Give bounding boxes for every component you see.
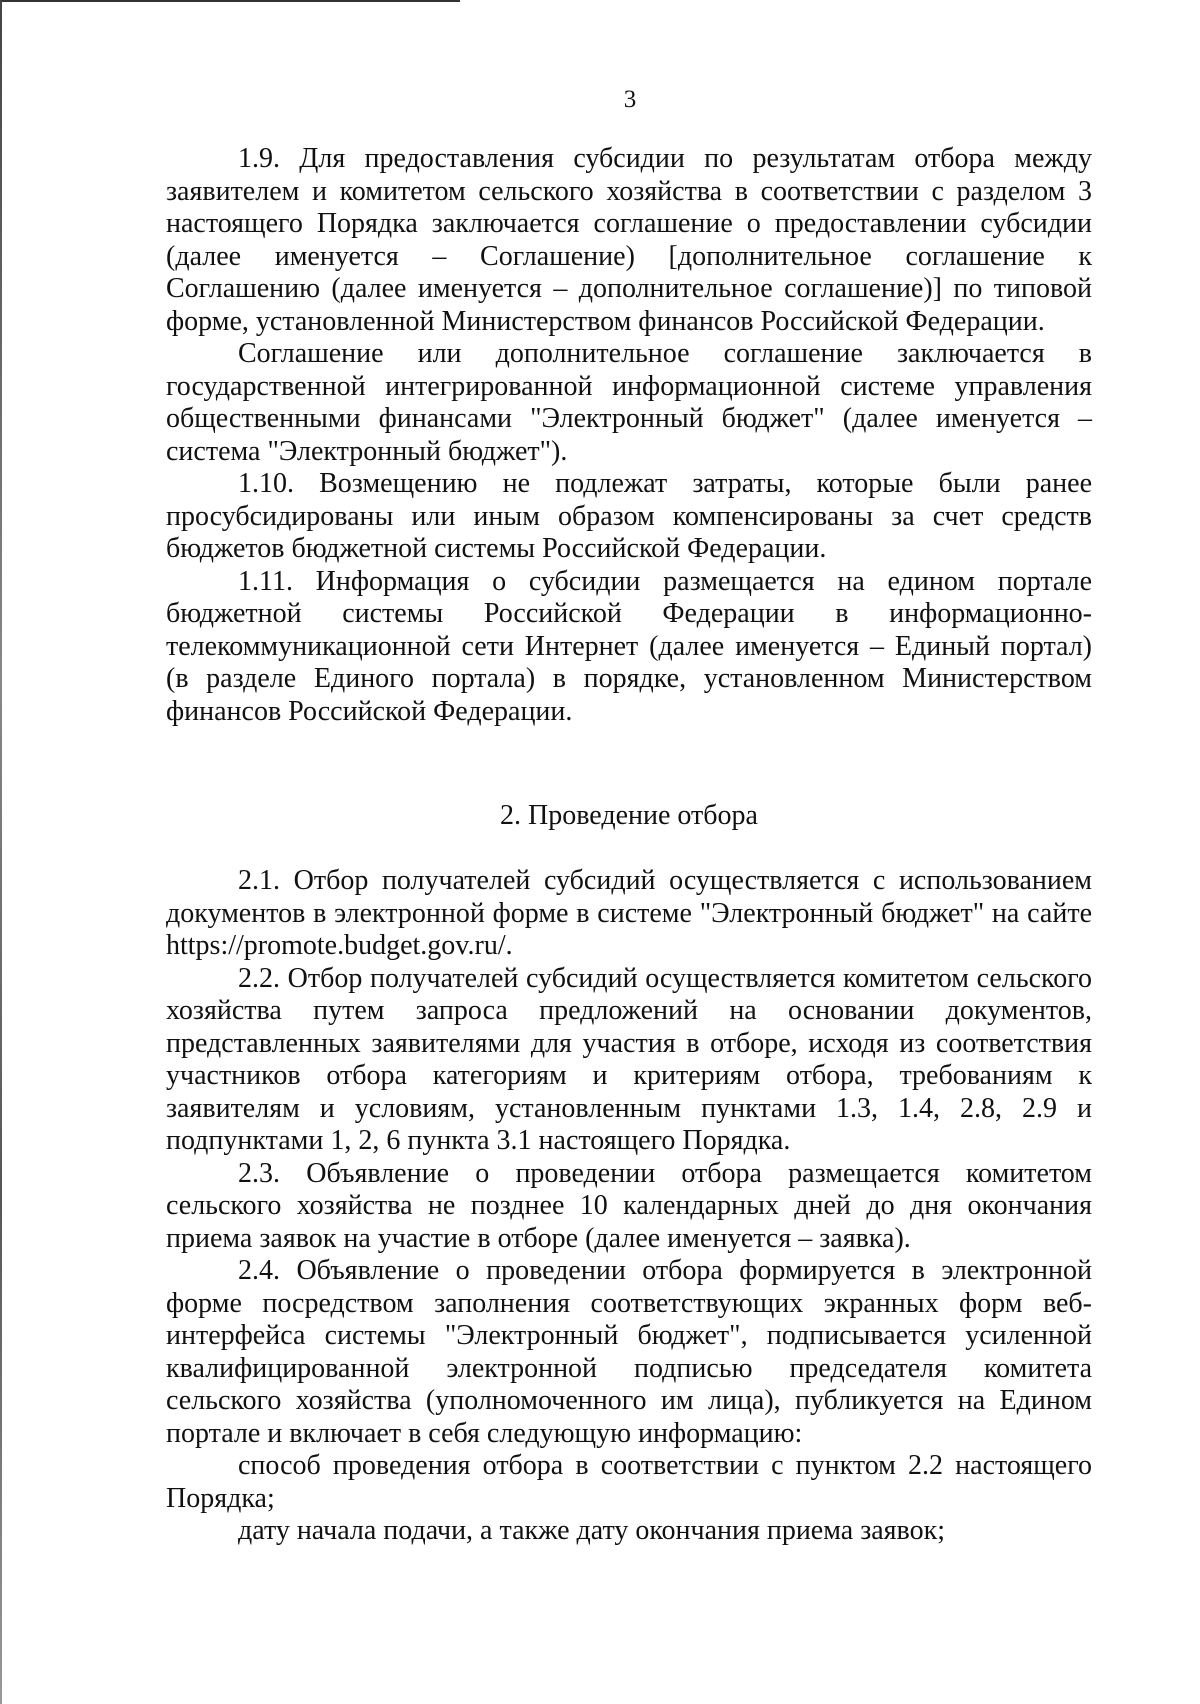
section-2-heading: 2. Проведение отбора <box>500 800 758 831</box>
section-2-text <box>166 865 1092 1548</box>
page-number: 3 <box>623 86 637 113</box>
scan-edge-left <box>0 0 2 1704</box>
list-item-application-dates: дату начала подачи, а также дату окончания приема заявок; <box>238 1515 945 1546</box>
paragraph-2-1: 2.1. Отбор получателей субсидий осуществляется с использованием документов в электронной форме в системе "Электронный бюджет" на сайте https://promote.budget.gov.ru/. <box>166 865 1092 961</box>
paragraph-2-2: 2.2. Отбор получателей субсидий осуществляется комитетом сельского хозяйства путем запроса предложений на основании документов, представленных заявителями для участия в отборе, исходя из соответствия участников отбора категориям и критериям отбора, требованиям к заявителям и условиям, установленным пунктами 1.3, 1.4, 2.8, 2.9 и подпунктами 1, 2, 6 пункта 3.1 настоящего Порядка. <box>166 962 1092 1156</box>
paragraph-agreement-system: Соглашение или дополнительное соглашение заключается в государственной интегрированной информационной системе управления общественными финансами "Электронный бюджет" (далее именуется – система "Электронный бюджет"). <box>166 338 1092 467</box>
scan-edge-top <box>0 0 460 2</box>
paragraph-1-9: 1.9. Для предоставления субсидии по результатам отбора между заявителем и комитетом сельского хозяйства в соответствии с разделом 3 настоящего Порядка заключается соглашение о предоставлении субсидии (далее именуется – Соглашение) [дополнительное соглашение к Соглашению (далее именуется – дополнительное соглашение)] по типовой форме, установленной Министерством финансов Российской Федерации. <box>166 143 1092 337</box>
section-1-text <box>166 143 1092 728</box>
paragraph-2-3: 2.3. Объявление о проведении отбора размещается комитетом сельского хозяйства не позднее 10 календарных дней до дня окончания приема заявок на участие в отборе (далее именуется – заявка). <box>166 1157 1092 1254</box>
list-item-selection-method: способ проведения отбора в соответствии с пунктом 2.2 настоящего Порядка; <box>166 1450 1092 1514</box>
paragraph-1-11: 1.11. Информация о субсидии размещается на едином портале бюджетной системы Российской Федерации в информационно-телекоммуникационной сети Интернет (далее именуется – Единый портал) (в разделе Единого портала) в порядке, установленном Министерством финансов Российской Федерации. <box>166 565 1092 727</box>
paragraph-2-4: 2.4. Объявление о проведении отбора формируется в электронной форме посредством заполнения соответствующих экранных форм веб-интерфейса системы "Электронный бюджет", подписывается усиленной квалифицированной электронной подписью председателя комитета сельского хозяйства (уполномоченного им лица), публикуется на Едином портале и включает в себя следующую информацию: <box>166 1255 1092 1449</box>
paragraph-1-10: 1.10. Возмещению не подлежат затраты, которые были ранее просубсидированы или иным образом компенсированы за счет средств бюджетов бюджетной системы Российской Федерации. <box>166 468 1092 564</box>
